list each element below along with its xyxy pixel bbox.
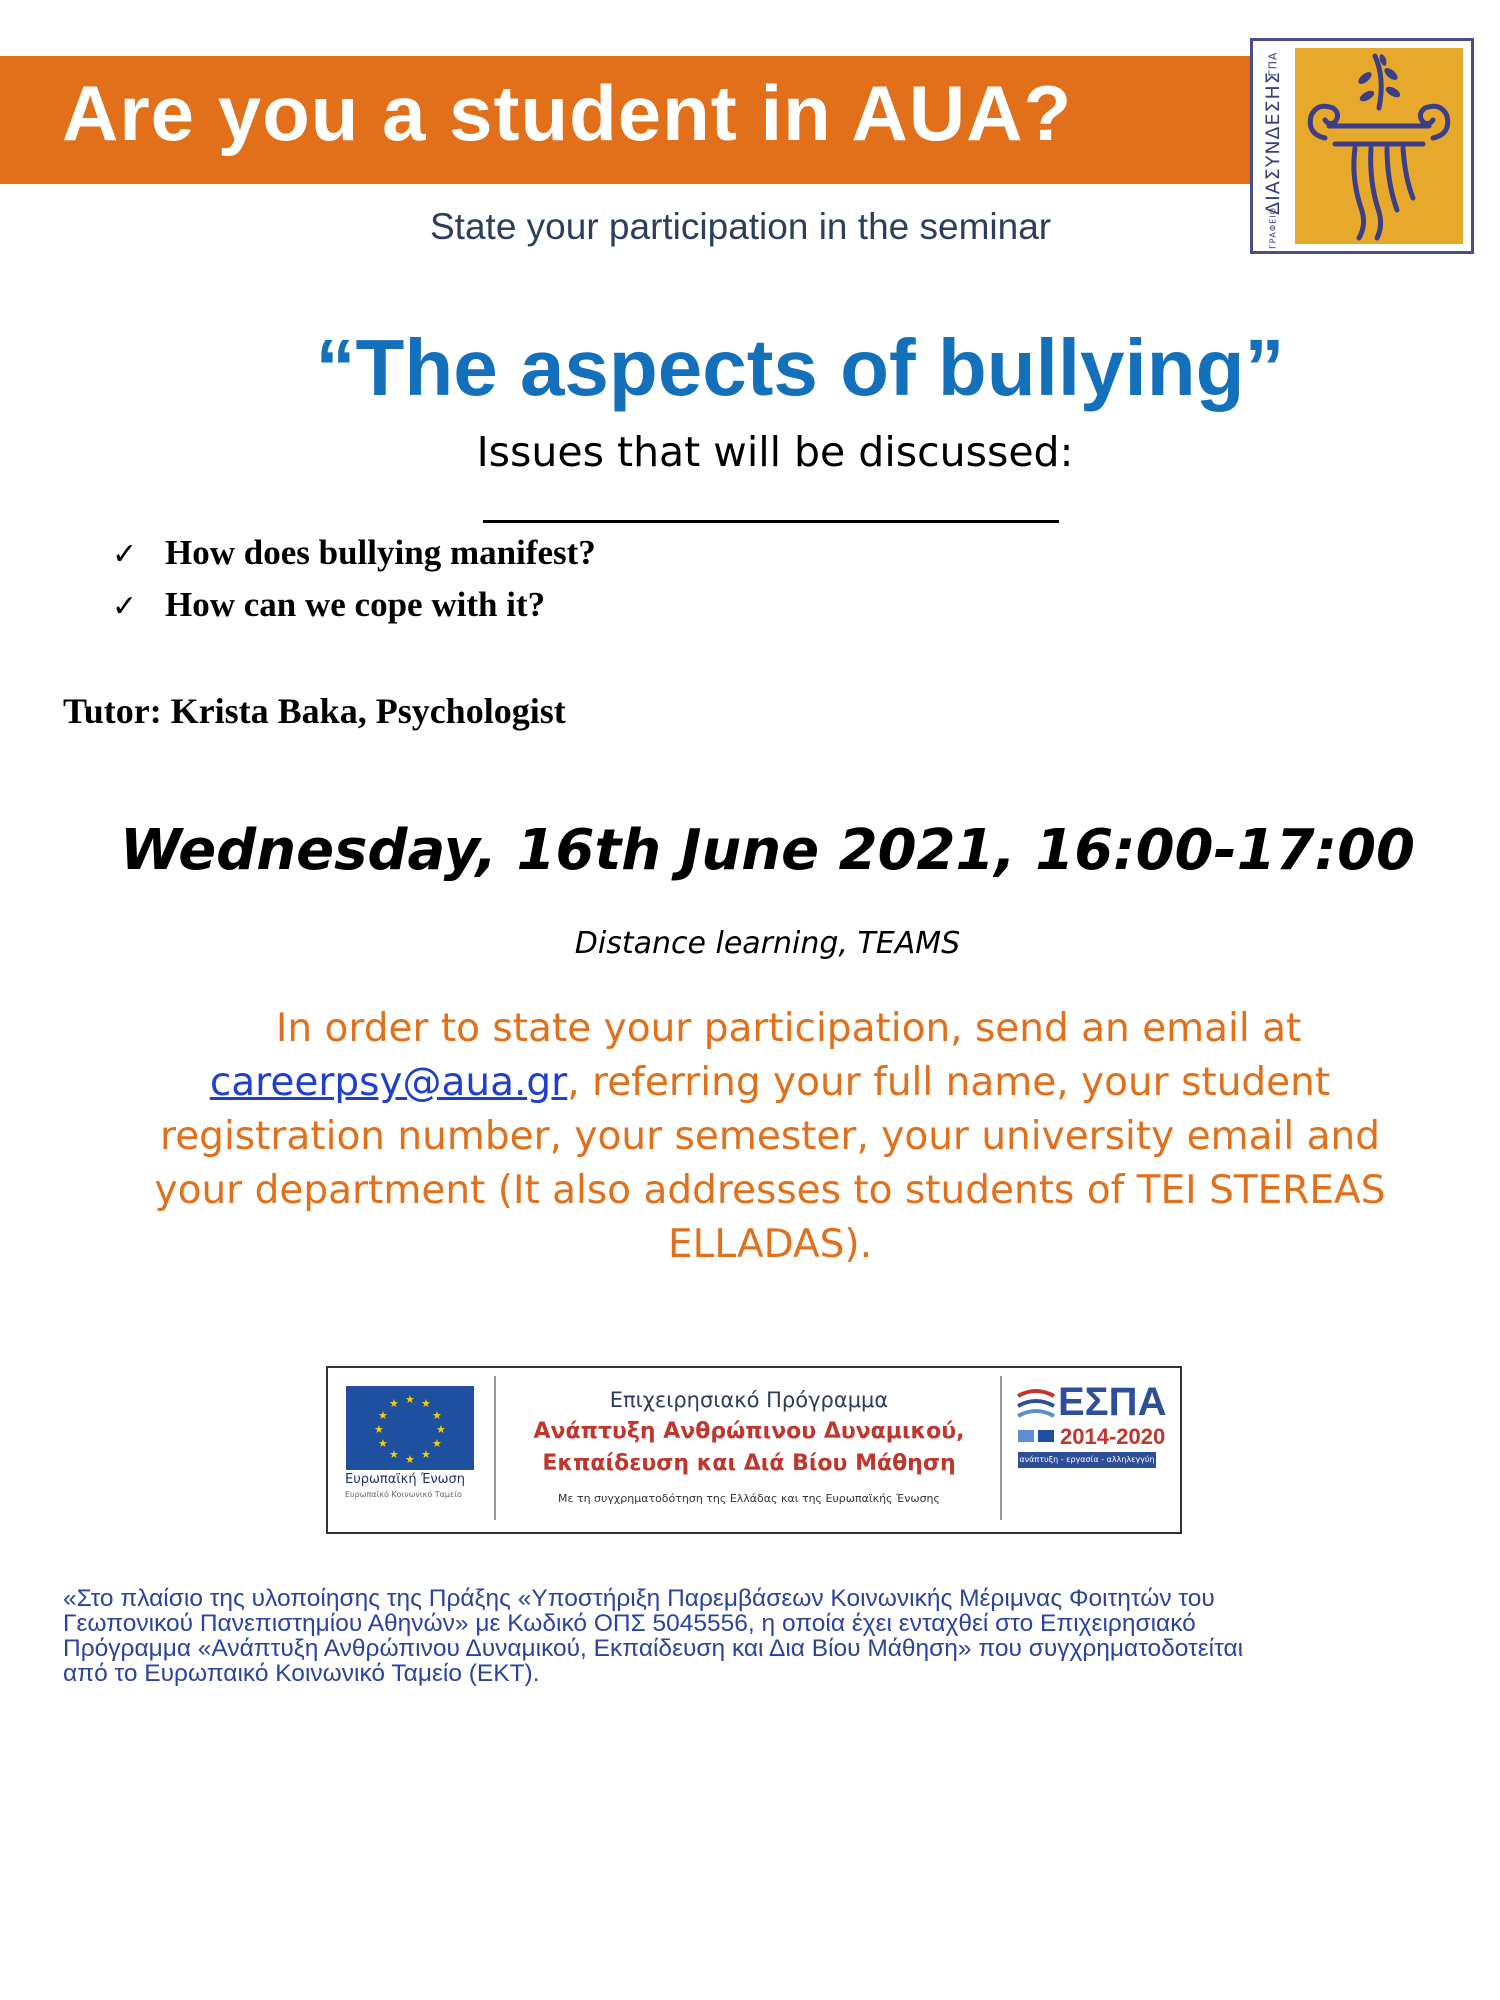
issue-text: How can we cope with it? bbox=[165, 585, 546, 624]
email-link[interactable]: careerpsy@aua.gr bbox=[209, 1060, 568, 1105]
list-item bbox=[112, 585, 545, 625]
logo-emblem bbox=[1295, 48, 1463, 244]
footnote-line: από το Ευρωπαικό Κοινωνικό Ταμείο (ΕΚΤ). bbox=[63, 1660, 540, 1687]
banner-divider bbox=[494, 1376, 496, 1520]
eu-sublabel: Ευρωπαϊκό Κοινωνικό Ταμείο bbox=[345, 1490, 462, 1499]
logo-side-text bbox=[1255, 44, 1291, 250]
espa-years: 2014-2020 bbox=[1060, 1424, 1166, 1449]
footnote-line: Γεωπονικού Πανεπιστημίου Αθηνών» με Κωδικό ΟΠΣ 5045556, η οποία έχει ενταχθεί στο Επιχειρησιακό bbox=[63, 1610, 1196, 1637]
logo-top-text: ΓΠΑ bbox=[1266, 51, 1280, 77]
op-title: Επιχειρησιακό Πρόγραμμα bbox=[609, 1388, 889, 1412]
page-title: Are you a student in AUA? bbox=[62, 69, 1073, 157]
op-name-line: Εκπαίδευση και Διά Βίου Μάθηση bbox=[542, 1451, 956, 1476]
funding-footnote bbox=[63, 1586, 1463, 1686]
eu-mini-flag-icon bbox=[1038, 1430, 1054, 1442]
banner-divider bbox=[1000, 1376, 1002, 1520]
op-name-line: Ανάπτυξη Ανθρώπινου Δυναμικού, bbox=[533, 1419, 965, 1444]
checkmark-icon: ✓ bbox=[112, 538, 138, 571]
page-subtitle: State your participation in the seminar bbox=[430, 206, 1052, 247]
footnote-line: «Στο πλαίσιο της υλοποίησης της Πράξης «Υποστήριξη Παρεμβάσεων Κοινωνικής Μέριμνας Φοιτητών του bbox=[63, 1585, 1215, 1612]
issue-text: How does bullying manifest? bbox=[165, 533, 596, 572]
espa-waves-icon bbox=[1016, 1388, 1056, 1424]
registration-instructions bbox=[140, 1002, 1400, 1272]
heading-underline bbox=[483, 520, 1059, 523]
footnote-line: Πρόγραμμα «Ανάπτυξη Ανθρώπινου Δυναμικού, Εκπαίδευση και Δια Βίου Μάθηση» που συγχρηματοδοτείται bbox=[63, 1635, 1244, 1662]
seminar-title: “The aspects of bullying” bbox=[315, 323, 1285, 412]
instructions-line bbox=[140, 1002, 1400, 1056]
espa-tagline: ανάπτυξη - εργασία - αλληλεγγύη bbox=[1018, 1452, 1156, 1468]
eu-label: Ευρωπαϊκή Ένωση bbox=[345, 1472, 466, 1487]
event-venue: Distance learning, TEAMS bbox=[574, 926, 961, 961]
logo-vertical-text: ΔΙΑΣΥΝΔΕΣΗΣ bbox=[1262, 71, 1284, 215]
instructions-text: In order to state your participation, send an email at bbox=[275, 1006, 1302, 1051]
instructions-line bbox=[140, 1056, 1400, 1110]
cofunding-note: Με τη συγχρηματοδότηση της Ελλάδας και της Ευρωπαϊκής Ένωσης bbox=[558, 1492, 940, 1505]
instructions-line: registration number, your semester, your university email and bbox=[160, 1114, 1380, 1159]
instructions-line: ELLADAS). bbox=[667, 1222, 873, 1267]
list-item bbox=[112, 533, 596, 573]
tutor-info: Tutor: Krista Baka, Psychologist bbox=[63, 691, 566, 731]
checkmark-icon: ✓ bbox=[112, 590, 138, 623]
instructions-line: your department (It also addresses to students of TEI STEREAS bbox=[154, 1168, 1386, 1213]
espa-logo-text: ΕΣΠΑ bbox=[1058, 1380, 1167, 1424]
issues-heading: Issues that will be discussed: bbox=[476, 428, 1074, 476]
instructions-text: , referring your full name, your student bbox=[567, 1060, 1331, 1105]
ionic-column-olive-branch-logo-icon bbox=[1295, 48, 1463, 244]
logo-bottom-text: ΓΡΑΦΕΙΟ bbox=[1268, 207, 1278, 250]
event-date: Wednesday, 16th June 2021, 16:00-17:00 bbox=[120, 818, 1415, 883]
greek-flag-icon bbox=[1018, 1430, 1034, 1442]
eu-flag-icon: ★ ★ ★ ★ ★ ★ ★ ★ ★ ★ ★ ★ bbox=[346, 1386, 474, 1470]
